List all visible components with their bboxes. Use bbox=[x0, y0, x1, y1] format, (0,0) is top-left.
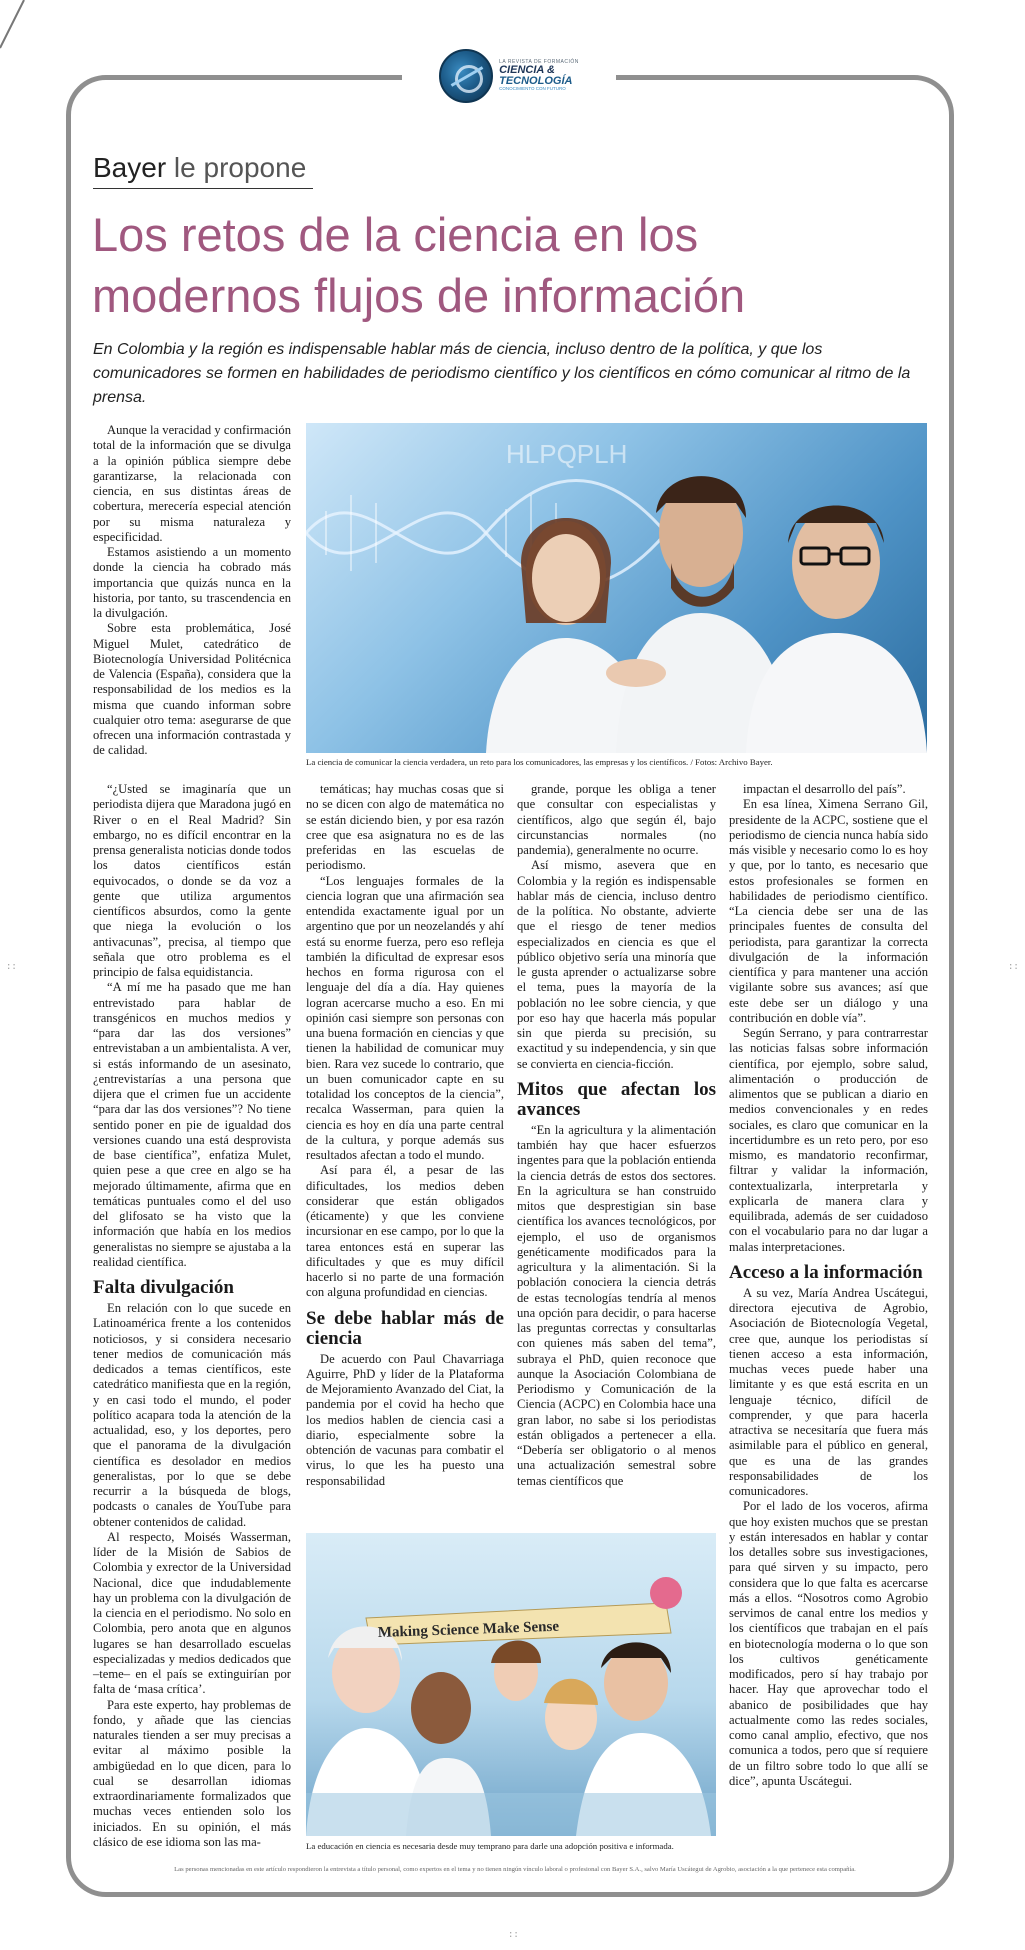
logo-tagline: CONOCIMIENTO CON FUTURO bbox=[499, 86, 566, 92]
paragraph: Así para él, a pesar de las dificultades, los medios deben considerar que están obligados (éticamente) y que les conviene incursionar en ese campo, por lo que la tarea entonces está en superar las dificultades y que es muy difícil hacerlo si no parte de una formación con alguna profundidad en ciencias. bbox=[306, 1163, 504, 1300]
photo-caption: La ciencia de comunicar la ciencia verdadera, un reto para los comunicadores, las empresas y los científicos. / Fotos: Archivo Bayer. bbox=[306, 757, 773, 767]
paragraph: En relación con lo que sucede en Latinoamérica frente a los contenidos noticiosos, y si considera necesario tener medios de comunicación más dedicados a temas científicos, este catedrático manifiesta que en la región, y en casi todo el mundo, el poder político acapara toda la atención de la actualidad, eso, y los deportes, pero que el panorama de la divulgación científica es desolador en medios generalistas, por lo que se debe recurrir a la búsqueda de blogs, podcasts o canales de YouTube para obtener contenidos de calidad. bbox=[93, 1301, 291, 1529]
kicker-rest: le propone bbox=[166, 152, 307, 183]
paragraph: Al respecto, Moisés Wasserman, líder de la Misión de Sabios de Colombia y exrector de la Universidad Nacional, dice que indudablemente hay un problema con la divulgación de la ciencia en el periodismo. No solo en Colombia, pero anota que en algunos lugares se han desarrollado escuelas especializadas y medios dedicados que –teme– en el país se extinguirían por falta de ‘masa crítica’. bbox=[93, 1529, 291, 1697]
paragraph: Así mismo, asevera que en Colombia y la región es indispensable hablar más de ciencia, incluso dentro de la política. No obstante, advierte que el riesgo de tener medios especializados en ciencia es que el público objetivo sería una minoría que le gusta aprender o actualizarse sobre el tema, pues la mayoría de la población no lee sobre ciencia, y que por eso hay que hacerla más popular sin que pierda su precisión, su exactitud y su independencia, y sin que se convierta en ciencia-ficción. bbox=[517, 858, 716, 1071]
kicker-brand: Bayer bbox=[93, 152, 167, 183]
subheading: Falta divulgación bbox=[93, 1277, 234, 1298]
article-headline: Los retos de la ciencia en los modernos flujos de información bbox=[92, 208, 746, 322]
column-3 bbox=[517, 782, 716, 1522]
scan-mark-bottom: :: bbox=[508, 1930, 519, 1940]
scientists-photo bbox=[306, 423, 927, 753]
paragraph: Según Serrano, y para contrarrestar las noticias falsas sobre información científica, por ejemplo, sobre salud, alimentación o producción de alimentos que se publican a diario en medios convencionales y en redes sociales, es claro que comunicar en la incertidumbre es un reto pero, por eso mismo, es mandatorio reconfirmar, filtrar y validar la información, contextualizarla, interpretarla y explicarla de manera clara y equilibrada, además de ser cuidadoso con el vocabulario para no dar lugar a malas interpretaciones. bbox=[729, 1026, 928, 1254]
paragraph: En esa línea, Ximena Serrano Gil, presidente de la ACPC, sostiene que el periodismo de ciencia nunca había sido más visible y necesario como lo es hoy y que, por lo tanto, es necesario que estos profesionales se formen en habilidades de periodismo científico. “La ciencia debe ser una de las principales fuentes de consulta del periodista, para garantizar la correcta divulgación de la información científica y para mantener una acción vigilante sobre sus avances; así que este debe ser un diálogo y una contribución en doble vía”. bbox=[729, 797, 928, 1025]
paragraph: “En la agricultura y la alimentación también hay que hacer esfuerzos ingentes para que la población entienda la ciencia detrás de estos dos sectores. En la agricultura se han construido mitos que desprestigian sin base científica los avances tecnológicos, por ejemplo, el uso de organismos genéticamente modificados para la agricultura y la alimentación. Si la población conociera la ciencia detrás de estas tecnologías tendría al menos una opción para decidir, o para hacerse las preguntas correctas y consultarlas con quienes más saben del tema”, subraya el PhD, quien reconoce que aunque la Asociación Colombiana de Periodismo y Comunicación de la Ciencia (ACPC) en Colombia hace una gran labor, no sabe si los periodistas están obligados a pertenecer a ella. “Debería ser obligatorio o al menos una actualización semestral sobre temas científicos que bbox=[517, 1122, 716, 1488]
paragraph: grande, porque les obliga a tener que consultar con especialistas y científicos, algo que según él, bajo circunstancias normales (no pandemia), generalmente no ocurre. bbox=[517, 782, 716, 857]
column-4 bbox=[729, 782, 928, 1845]
paragraph: impactan el desarrollo del país”. bbox=[743, 782, 906, 796]
logo-title-line2: TECNOLOGÍA bbox=[499, 75, 573, 88]
paragraph: “¿Usted se imaginaría que un periodista dijera que Maradona jugó en River o en el Real Madrid? Sin embargo, no es difícil encontrar en la prensa generalista noticias donde todos los datos científicos están equivocados, o donde se da voz a gente que utiliza argumentos científicos absurdos, como la gente que niega la evolución o los antivacunas”, precisa, al tiempo que señala que otro problema es el principio de falsa equidistancia. bbox=[93, 782, 291, 979]
paragraph: A su vez, María Andrea Uscátegui, directora ejecutiva de Agrobio, Asociación de Biotecnología Vegetal, cree que, aunque los periodistas sí tienen acceso a esta información, muchas veces puede haber una limitante y es que está escrita en un lenguaje técnico, difícil de comprender, y que para hacerla atractiva se necesitaría que fuera más asimilable para el público en general, que es una de las grandes responsabilidades de los comunicadores. bbox=[729, 1285, 928, 1498]
paragraph: “Los lenguajes formales de la ciencia logran que una afirmación sea entendida exactamente igual por un argentino que por un neozelandés y ahí está su enorme fuerza, pero eso refleja también la dificultad de expresar esos hechos en forma rigurosa con el lenguaje del día a día. Hay quienes logran acercarse mucho a eso. En mi opinión casi siempre son personas con una buena formación en ciencias y que tienen la habilidad de comunicar muy bien. Rara vez sucede lo contrario, que un buen comunicador capte en su totalidad los conceptos de la ciencia”, recalca Wasserman, para quien la ciencia es hoy en día una parte central de la cultura, y porque además sus resultados afectan a todo el mundo. bbox=[306, 873, 504, 1162]
scan-mark-left: :: bbox=[6, 962, 17, 972]
subheading: Acceso a la información bbox=[729, 1261, 923, 1283]
column-2 bbox=[306, 782, 504, 1488]
scan-mark-right: :: bbox=[1008, 962, 1019, 972]
paragraph: Para este experto, hay problemas de fondo, y añade que las ciencias naturales tienden a ser muy precisas a evitar al máximo posible la ambigüedad en lo que dicen, para lo cual se desarrollan idiomas extraordinariamente formalizados que muchas veces entienden solo los iniciados. En su opinión, el más clásico de ese idioma son las ma- bbox=[93, 1697, 291, 1849]
section-kicker bbox=[93, 152, 306, 184]
science-emblem-icon bbox=[439, 49, 493, 103]
column-1-bottom bbox=[93, 782, 291, 1849]
logo-title-line1: CIENCIA & bbox=[499, 64, 555, 77]
paragraph: De acuerdo con Paul Chavarriaga Aguirre, PhD y líder de la Plataforma de Mejoramiento Avanzado del Ciat, la pandemia por el covid ha hecho que los medios hablen de ciencia casi a diario, especialmente sobre la obtención de vacunas para combatir el virus, lo que les ha puesto una responsabilidad bbox=[306, 1351, 504, 1488]
photo-caption: La educación en ciencia es necesaria desde muy temprano para darle una adopción positiva e informada. bbox=[306, 1841, 674, 1851]
article-deck: En Colombia y la región es indispensable hablar más de ciencia, incluso dentro de la política, y que los comunicadores se formen en habilidades de periodismo científico y los científicos en cómo comunicar al ritmo de la prensa. bbox=[93, 341, 911, 406]
paragraph: “A mí me ha pasado que me han entrevistado para hablar de transgénicos en muchos medios y “para dar las dos versiones” entrevistaban a un ambientalista. A ver, si estás informando de un asesinato, ¿entrevistarías a una persona que dijera que el crimen fue un accidente “para dar las dos versiones”? No tiene sentido poner en pie de igualdad dos versiones cuando una está desprovista de base científica”, enfatiza Mulet, quien pese a que cree en algo se ha mejorado últimamente, afirma que en temáticas puntuales como el del uso del glifosato se ha visto que la información que había en los medios generalistas no siempre se ajustaba a la realidad científica. bbox=[93, 980, 291, 1269]
footer-disclaimer: Las personas mencionadas en este artículo respondieron la entrevista a título personal, como expertos en el tema y no tienen ningún vínculo laboral o profesional con Bayer S.A., salvo María Uscátegui de Agrobio, asociación a la que pertenece esta compañía. bbox=[174, 1866, 856, 1873]
kids-science-photo bbox=[306, 1533, 716, 1836]
corner-scan-line bbox=[0, 0, 30, 50]
kicker-underline bbox=[93, 188, 313, 189]
magazine-logo bbox=[402, 40, 616, 112]
logo-small-text: LA REVISTA DE FORMACIÓN bbox=[499, 59, 579, 66]
dna-helix-graphic bbox=[306, 423, 927, 753]
paragraph: temáticas; hay muchas cosas que si no se dicen con algo de matemática no se están diciendo bien, y por esa razón cree que esa asignatura no es de las preferidas en las escuelas de periodismo. bbox=[306, 782, 504, 873]
banner-text: Making Science Make Sense bbox=[377, 1618, 560, 1641]
paragraph: Aunque la veracidad y confirmación total de la información que se divulga a la opinión pública siempre debe garantizarse, la relacionada con ciencia, en sus distintas áreas de cobertura, merecería especial atención por su misma naturaleza y especificidad. bbox=[93, 423, 291, 544]
kids-illustration bbox=[306, 1533, 716, 1836]
paragraph: Por el lado de los voceros, afirma que hoy existen muchos que se prestan y están interesados en hablar y contar los detalles sobre sus investigaciones, para qué sirven y su impacto, pero considera que lo que falta es acercarse más a ellos. “Nosotros como Agrobio servimos de canal entre los medios y los científicos que trabajan en el país en biotecnología moderna o lo que son los cultivos genéticamente modificados, pero sí hay trabajo por hacer. Hay que aprovechar todo el abanico de posibilidades que hay actualmente como las redes sociales, como canal amplio, efectivo, que nos comunica a todos, pero que sí requiere de un filtro sobre todo lo que allí se dice”, apunta Uscátegui. bbox=[729, 1499, 928, 1788]
subheading: Mitos que afectan los avances bbox=[517, 1078, 716, 1120]
subheading: Se debe hablar más de ciencia bbox=[306, 1307, 504, 1349]
paragraph: Estamos asistiendo a un momento donde la ciencia ha cobrado más importancia que quizás nunca en la historia, por tanto, su trascendencia en la divulgación. bbox=[93, 545, 291, 620]
column-1-top bbox=[93, 423, 291, 783]
paragraph: Sobre esta problemática, José Miguel Mulet, catedrático de Biotecnología Universidad Politécnica de Valencia (España), considera que la responsabilidad de los medios es la misma que cuando informan sobre cualquier otro tema: asegurarse de que ofrecen una información contrastada y de calidad. bbox=[93, 621, 291, 758]
logo-text bbox=[499, 60, 579, 92]
photo-overlay-text: HLPQPLH bbox=[506, 439, 628, 469]
